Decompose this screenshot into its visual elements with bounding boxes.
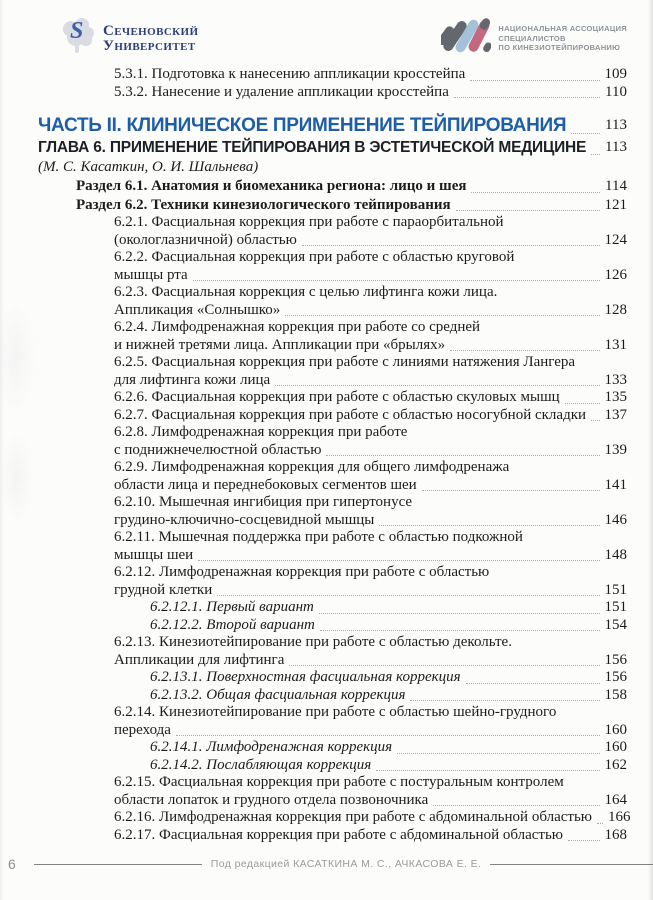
toc-entry-title: мышцы рта bbox=[114, 266, 188, 283]
toc-entry-title: 6.2.5. Фасциальная коррекция при работе с линиями натяжения Лангера bbox=[114, 354, 576, 370]
association-logo bbox=[441, 16, 627, 61]
toc-entry-line bbox=[114, 512, 627, 530]
dotted-leader bbox=[571, 133, 600, 134]
dotted-leader bbox=[289, 665, 599, 666]
toc-entry-line bbox=[114, 774, 627, 792]
footer-page-number: 6 bbox=[8, 856, 16, 872]
toc-entry-line bbox=[114, 337, 627, 355]
toc-entry-title: 6.2.14.2. Послабляющая коррекция bbox=[150, 756, 372, 773]
dotted-leader bbox=[198, 560, 599, 561]
toc-entry-line bbox=[114, 267, 627, 285]
toc-entry-page: 164 bbox=[604, 791, 627, 808]
toc-entry-title: 6.2.13. Кинезиотейпирование при работе с областью декольте. bbox=[114, 634, 512, 650]
toc-entry-page: 135 bbox=[604, 389, 627, 405]
toc-entry-line bbox=[150, 757, 627, 775]
toc-entry-line bbox=[150, 617, 627, 635]
toc-entry-line bbox=[76, 177, 627, 196]
toc-entry bbox=[38, 704, 627, 739]
toc-entry-line bbox=[114, 704, 627, 722]
toc-entry-title: 6.2.13.1. Поверхностная фасциальная коррекция bbox=[150, 669, 461, 685]
svg-text:S: S bbox=[70, 18, 84, 44]
toc-entry bbox=[38, 617, 627, 635]
dotted-leader bbox=[454, 97, 600, 98]
toc-entry-line bbox=[114, 84, 627, 102]
toc-entry-page: 154 bbox=[604, 616, 627, 633]
toc-entry bbox=[38, 284, 627, 319]
toc-entry-line bbox=[150, 739, 627, 757]
association-name-line2: СПЕЦИАЛИСТОВ bbox=[498, 33, 566, 43]
toc-entry bbox=[38, 687, 627, 705]
toc-entry-line bbox=[38, 114, 627, 137]
toc-entry bbox=[38, 757, 627, 775]
toc-entry-line bbox=[76, 196, 627, 215]
page-header bbox=[38, 14, 627, 60]
toc-entry-title: для лифтинга кожи лица bbox=[114, 371, 271, 388]
toc-entry-line bbox=[114, 319, 627, 337]
dotted-leader bbox=[433, 805, 599, 806]
toc-entry-page: 166 bbox=[608, 809, 631, 825]
toc-entry-line bbox=[114, 494, 627, 512]
toc-entry bbox=[38, 407, 627, 425]
toc-entry bbox=[38, 809, 631, 827]
toc-entry-title: 6.2.7. Фасциальная коррекция при работе с областью носогубной складки bbox=[114, 406, 587, 423]
toc-entry bbox=[38, 599, 627, 617]
toc-entry-line bbox=[150, 687, 627, 705]
toc-entry bbox=[38, 459, 627, 494]
toc-entry-page: 113 bbox=[605, 117, 627, 133]
toc-entry-line bbox=[114, 809, 631, 827]
toc-entry-page: 139 bbox=[604, 441, 627, 458]
toc-entry-line bbox=[114, 529, 627, 547]
toc-entry-page: 148 bbox=[604, 546, 627, 563]
toc-entry-title: ЧАСТЬ II. КЛИНИЧЕСКОЕ ПРИМЕНЕНИЕ ТЕЙПИРОВАНИЯ bbox=[38, 115, 567, 136]
toc-entry bbox=[38, 249, 627, 284]
toc-entry-line bbox=[114, 424, 627, 442]
toc-entry-line bbox=[114, 232, 627, 250]
university-name bbox=[103, 24, 198, 54]
toc-entry-page: 146 bbox=[604, 511, 627, 528]
toc-entry-page: 113 bbox=[605, 139, 627, 155]
dotted-leader bbox=[597, 823, 603, 824]
dotted-leader bbox=[176, 735, 600, 736]
dotted-leader bbox=[379, 525, 599, 526]
dotted-leader bbox=[466, 683, 600, 684]
toc-entry bbox=[38, 177, 627, 196]
dotted-leader bbox=[450, 350, 599, 351]
toc-entry-line bbox=[114, 66, 627, 84]
toc-entry-page: 131 bbox=[604, 336, 627, 353]
toc-entry bbox=[38, 354, 627, 389]
toc-entry-title: перехода bbox=[114, 721, 171, 738]
toc-entry-page: 124 bbox=[604, 231, 627, 248]
dotted-leader bbox=[470, 80, 599, 81]
university-name-line2: Университет bbox=[103, 37, 196, 54]
university-name-line1: Сеченовский bbox=[103, 22, 199, 39]
toc-entry-page: 162 bbox=[604, 756, 627, 773]
toc-entry-title: 5.3.1. Подготовка к нанесению аппликации кросстейпа bbox=[114, 66, 466, 82]
toc-entry-line bbox=[114, 389, 627, 407]
toc-entry-title: с поднижнечелюстной областью bbox=[114, 441, 322, 458]
dotted-leader bbox=[410, 700, 599, 701]
toc-entry-page: 151 bbox=[604, 599, 627, 615]
toc-entry-page: 126 bbox=[604, 266, 627, 283]
dotted-leader bbox=[568, 840, 599, 841]
toc-entry-title: Аппликация «Солнышко» bbox=[114, 301, 281, 318]
toc-entry-title: 6.2.3. Фасциальная коррекция с целью лифтинга кожи лица. bbox=[114, 284, 498, 300]
page-footer bbox=[8, 857, 653, 871]
dotted-leader bbox=[319, 613, 600, 614]
toc-entry-line bbox=[114, 652, 627, 670]
toc-entry-title: 6.2.2. Фасциальная коррекция при работе с областью круговой bbox=[114, 249, 515, 265]
dotted-leader bbox=[456, 210, 600, 211]
toc-entry-title: 6.2.11. Мышечная поддержка при работе с областью подкожной bbox=[114, 529, 523, 545]
dotted-leader bbox=[591, 420, 599, 421]
footer-rule-left bbox=[34, 864, 202, 865]
toc-entry-line bbox=[114, 722, 627, 740]
toc-entry bbox=[38, 66, 627, 84]
toc-entry-line bbox=[38, 137, 627, 158]
toc-entry-page: 133 bbox=[604, 371, 627, 388]
dotted-leader bbox=[275, 385, 599, 386]
university-logo bbox=[60, 16, 198, 61]
toc-entry-line bbox=[114, 582, 627, 600]
toc-entry-page: 114 bbox=[605, 178, 627, 194]
toc-entry-line bbox=[150, 669, 627, 687]
toc-entry-page: 128 bbox=[604, 301, 627, 318]
dotted-leader bbox=[217, 595, 599, 596]
dotted-leader bbox=[285, 315, 599, 316]
toc-entry-title: Раздел 6.2. Техники кинезиологического тейпирования bbox=[76, 196, 451, 213]
toc-entry bbox=[38, 564, 627, 599]
toc-entry-title: 6.2.9. Лимфодренажная коррекция для общего лимфодренажа bbox=[114, 459, 510, 475]
toc-entry-line bbox=[114, 564, 627, 582]
toc-entry-page: 156 bbox=[604, 669, 627, 685]
footer-editors: Под редакцией КАСАТКИНА М. С., АЧКАСОВА Е. Е. bbox=[210, 858, 482, 870]
toc-entry-page: 109 bbox=[604, 66, 627, 82]
toc-entry-line bbox=[114, 547, 627, 565]
toc-entry-title: и нижней третями лица. Аппликации при «брылях» bbox=[114, 336, 446, 353]
dotted-leader bbox=[193, 280, 600, 281]
toc-entry-title: грудной клетки bbox=[114, 581, 213, 598]
association-name-line3: ПО КИНЕЗИОТЕЙПИРОВАНИЮ bbox=[498, 43, 621, 53]
toc-entry-title: 6.2.12. Лимфодренажная коррекция при работе с областью bbox=[114, 564, 490, 580]
toc-entry bbox=[38, 634, 627, 669]
toc-entry-page: 168 bbox=[604, 826, 627, 843]
toc-entry-title: 6.2.8. Лимфодренажная коррекция при работе bbox=[114, 424, 408, 440]
toc-entry bbox=[38, 774, 627, 809]
toc-entry-line bbox=[114, 284, 627, 302]
dotted-leader bbox=[422, 490, 600, 491]
dotted-leader bbox=[471, 192, 600, 193]
dotted-leader bbox=[397, 753, 599, 754]
toc-entry-title: 6.2.15. Фасциальная коррекция при работе с постуральным контролем bbox=[114, 774, 564, 790]
toc-entry-line bbox=[114, 354, 627, 372]
dotted-leader bbox=[320, 630, 600, 631]
toc-entry-title: 5.3.2. Нанесение и удаление аппликации кросстейпа bbox=[114, 83, 449, 100]
toc-entry bbox=[38, 494, 627, 529]
toc-entry bbox=[38, 739, 627, 757]
association-name-line1: НАЦИОНАЛЬНАЯ АССОЦИАЦИЯ bbox=[498, 24, 627, 34]
toc-entry-title: Аппликации для лифтинга bbox=[114, 651, 285, 668]
toc-entry-title: ГЛАВА 6. ПРИМЕНЕНИЕ ТЕЙПИРОВАНИЯ В ЭСТЕТИЧЕСКОЙ МЕДИЦИНЕ bbox=[38, 139, 587, 156]
toc-entry-title: 6.2.12.2. Второй вариант bbox=[150, 616, 315, 633]
toc-entry-line bbox=[150, 599, 627, 617]
toc-entry-page: 158 bbox=[604, 686, 627, 703]
footer-rule-right bbox=[490, 864, 653, 865]
toc-entry-line bbox=[114, 827, 627, 845]
toc-entry-title: области лица и переднебоковых сегментов шеи bbox=[114, 476, 417, 493]
toc-entry bbox=[38, 114, 627, 137]
toc-entry bbox=[38, 214, 627, 249]
toc-entry-title: (окологлазничной) областью bbox=[114, 231, 297, 248]
toc-entry bbox=[38, 424, 627, 459]
toc-entry-title: 6.2.12.1. Первый вариант bbox=[150, 599, 314, 615]
toc-entry-line bbox=[114, 477, 627, 495]
toc-entry-line bbox=[114, 634, 627, 652]
toc-entry-page: 151 bbox=[604, 581, 627, 598]
toc-entry-page: 156 bbox=[604, 651, 627, 668]
toc-entry-title: Раздел 6.1. Анатомия и биомеханика региона: лицо и шея bbox=[76, 178, 467, 194]
association-name bbox=[498, 24, 627, 53]
toc-entry-title: 6.2.10. Мышечная ингибиция при гипертонусе bbox=[114, 494, 413, 510]
dotted-leader bbox=[565, 403, 600, 404]
dotted-leader bbox=[326, 455, 599, 456]
toc-entry bbox=[38, 196, 627, 215]
toc-entry-title: грудино-ключично-сосцевидной мышцы bbox=[114, 511, 375, 528]
toc-entry-line bbox=[114, 792, 627, 810]
toc-entry-title: 6.2.14.1. Лимфодренажная коррекция bbox=[150, 739, 393, 755]
toc-entry bbox=[38, 827, 627, 845]
toc-entry bbox=[38, 319, 627, 354]
toc-entry-line bbox=[114, 249, 627, 267]
toc-entry-page: 110 bbox=[605, 83, 627, 100]
toc-entry-page: 160 bbox=[604, 739, 627, 755]
toc-entry-line bbox=[114, 407, 627, 425]
toc-entry-title: 6.2.13.2. Общая фасциальная коррекция bbox=[150, 686, 406, 703]
toc-entry-line bbox=[114, 302, 627, 320]
dotted-leader bbox=[376, 770, 599, 771]
toc-entry bbox=[38, 84, 627, 102]
dotted-leader bbox=[302, 245, 600, 246]
toc-entry-title: 6.2.1. Фасциальная коррекция при работе с параорбитальной bbox=[114, 214, 504, 230]
toc-entry-title: области лопаток и грудного отдела позвоночника bbox=[114, 791, 429, 808]
toc-entry bbox=[38, 389, 627, 407]
toc-entry-page: 160 bbox=[604, 721, 627, 738]
toc-entry-title: мышцы шеи bbox=[114, 546, 194, 563]
toc-entry-title: 6.2.17. Фасциальная коррекция при работе с абдоминальной областью bbox=[114, 826, 564, 843]
toc-entry-page: 137 bbox=[604, 406, 627, 423]
association-tapes-icon bbox=[441, 16, 491, 61]
university-tree-icon bbox=[60, 16, 96, 61]
toc-entry-title: 6.2.14. Кинезиотейпирование при работе с областью шейно-грудного bbox=[114, 704, 557, 720]
toc bbox=[38, 66, 631, 844]
toc-entry-page: 121 bbox=[604, 196, 627, 213]
dotted-leader bbox=[591, 154, 600, 155]
toc-entry bbox=[38, 158, 627, 177]
toc-entry-line bbox=[38, 158, 627, 177]
toc-entry-line bbox=[114, 372, 627, 390]
toc-entry bbox=[38, 137, 627, 158]
toc-entry-title: (М. С. Касаткин, О. И. Шальнева) bbox=[38, 159, 259, 175]
toc-entry-page: 141 bbox=[604, 476, 627, 493]
toc-entry-title: 6.2.16. Лимфодренажная коррекция при работе с абдоминальной областью bbox=[114, 809, 592, 825]
toc-entry-line bbox=[114, 459, 627, 477]
toc-entry-line bbox=[114, 214, 627, 232]
toc-entry-title: 6.2.4. Лимфодренажная коррекция при работе со средней bbox=[114, 319, 481, 335]
toc-entry-title: 6.2.6. Фасциальная коррекция при работе с областью скуловых мышц bbox=[114, 389, 560, 405]
toc-entry-line bbox=[114, 442, 627, 460]
toc-entry bbox=[38, 669, 627, 687]
toc-entry bbox=[38, 529, 627, 564]
